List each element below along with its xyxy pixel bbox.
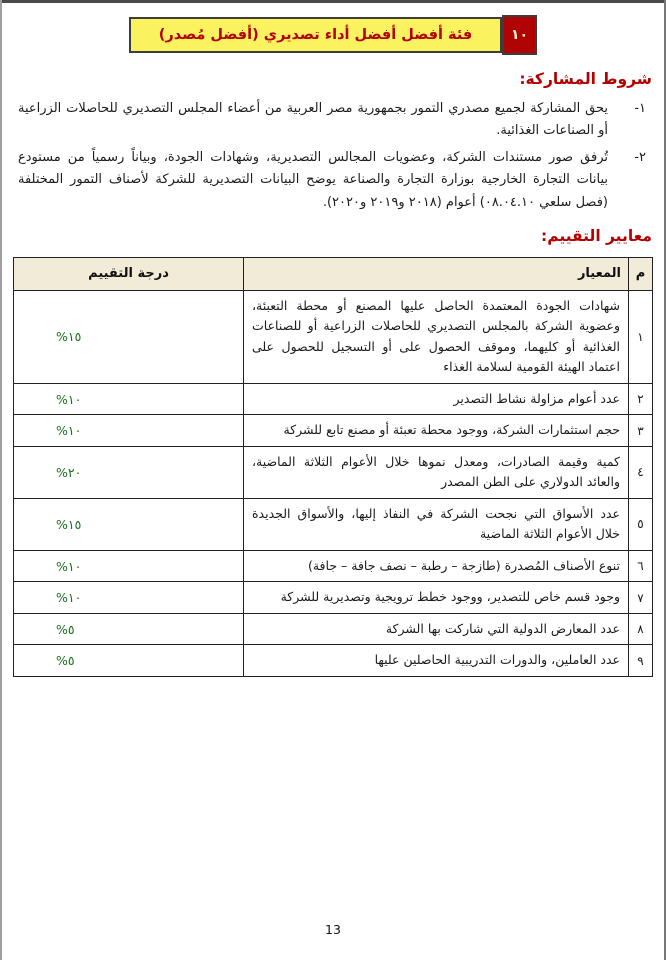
category-title-banner <box>129 17 502 53</box>
category-number-badge: ١٠ <box>502 15 537 55</box>
row-num: ٢ <box>629 383 653 415</box>
condition-item <box>18 98 652 143</box>
row-criterion: حجم استثمارات الشركة، ووجود محطة تعبئة أو مصنع تابع للشركة <box>244 415 629 447</box>
table-row <box>14 415 653 447</box>
row-score: ٢٠% <box>14 446 244 498</box>
row-score: ٥% <box>14 613 244 645</box>
row-num: ٤ <box>629 446 653 498</box>
category-title-text: فئة أفضل أفضل أداء تصديري (أفضل مُصدر) <box>158 27 473 43</box>
row-criterion: كمية وقيمة الصادرات، ومعدل نموها خلال الأعوام الثلاثة الماضية، والعائد الدولاري على الطن المصدر <box>244 446 629 498</box>
table-row <box>14 550 653 582</box>
row-num: ٦ <box>629 550 653 582</box>
row-score: ١٠% <box>14 415 244 447</box>
document-page <box>0 3 666 937</box>
condition-item-marker: ١- <box>634 100 646 116</box>
condition-item-text: يحق المشاركة لجميع مصدري التمور بجمهورية مصر العربية من أعضاء المجلس التصديري للحاصلات الزراعية أو الصناعات الغذائية. <box>18 100 608 139</box>
criteria-table <box>13 257 653 677</box>
row-score: ١٠% <box>14 582 244 614</box>
category-title-row <box>0 13 666 57</box>
table-row <box>14 383 653 415</box>
condition-item <box>18 147 652 215</box>
row-num: ٨ <box>629 613 653 645</box>
column-header-num: م <box>629 257 653 290</box>
conditions-list <box>18 98 652 215</box>
row-score: ١٠% <box>14 550 244 582</box>
row-criterion: عدد المعارض الدولية التي شاركت بها الشركة <box>244 613 629 645</box>
row-criterion: عدد أعوام مزاولة نشاط التصدير <box>244 383 629 415</box>
row-score: ١٥% <box>14 290 244 383</box>
column-header-criterion: المعيار <box>244 257 629 290</box>
table-row <box>14 582 653 614</box>
table-row <box>14 290 653 383</box>
conditions-heading: شروط المشاركة: <box>519 70 652 88</box>
row-score: ١٥% <box>14 498 244 550</box>
table-row <box>14 498 653 550</box>
row-num: ٧ <box>629 582 653 614</box>
row-score: ١٠% <box>14 383 244 415</box>
row-score: ٥% <box>14 645 244 677</box>
column-header-score: درجة التقييم <box>14 257 244 290</box>
row-num: ٥ <box>629 498 653 550</box>
criteria-table-header-row <box>14 257 653 290</box>
table-row <box>14 446 653 498</box>
row-criterion: وجود قسم خاص للتصدير، ووجود خطط ترويجية وتصديرية للشركة <box>244 582 629 614</box>
condition-item-marker: ٢- <box>634 149 646 165</box>
page-number: 13 <box>325 922 341 937</box>
criteria-heading: معايير التقييم: <box>541 227 652 246</box>
row-criterion: عدد الأسواق التي نجحت الشركة في النفاذ إليها، والأسواق الجديدة خلال الأعوام الثلاثة الماضية <box>244 498 629 550</box>
criteria-table-body <box>14 290 653 676</box>
row-num: ٩ <box>629 645 653 677</box>
row-num: ١ <box>629 290 653 383</box>
row-criterion: عدد العاملين، والدورات التدريبية الحاصلين عليها <box>244 645 629 677</box>
table-row <box>14 645 653 677</box>
row-criterion: شهادات الجودة المعتمدة الحاصل عليها المصنع أو محطة التعبئة، وعضوية الشركة بالمجلس التصديري للحاصلات الزراعية أو للصناعات الغذائية أو كليهما، وموقف الحصول على أو التسجيل للحصول على اعتماد الهيئة القومية لسلامة الغذاء <box>244 290 629 383</box>
row-criterion: تنوع الأصناف المُصدرة (طازجة – رطبة – نصف جافة – جافة) <box>244 550 629 582</box>
table-row <box>14 613 653 645</box>
row-num: ٣ <box>629 415 653 447</box>
condition-item-text: تُرفق صور مستندات الشركة، وعضويات المجالس التصديرية، وشهادات الجودة، وبياناً رسمياً من مستودع بيانات التجارة الخارجية بوزارة التجارة والصناعة يوضح البيانات التصديرية للشركة لأصناف التمور المختلفة (فصل سلعي ٠٨.٠٤.١٠) أعوام (٢٠١٨ و٢٠١٩ و٢٠٢٠). <box>18 149 608 210</box>
